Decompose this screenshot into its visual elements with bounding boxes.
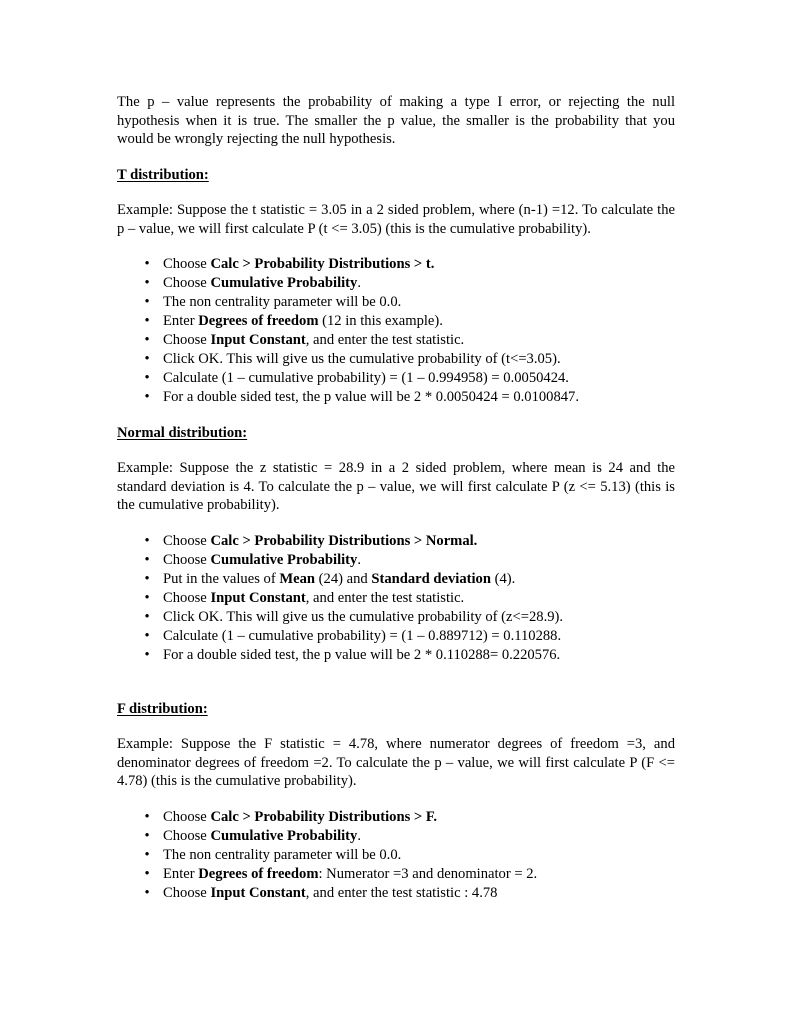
steps-list-f: [117, 808, 675, 903]
list-item: [117, 846, 675, 865]
bullet-icon: •: [144, 570, 150, 587]
list-item: [117, 551, 675, 570]
step-text: Choose: [163, 532, 211, 549]
bullet-icon: •: [144, 808, 150, 825]
step-text: , and enter the test statistic : 4.78: [305, 884, 498, 901]
list-item: [117, 388, 675, 407]
example-paragraph-normal: Example: Suppose the z statistic = 28.9 in a 2 sided problem, where mean is 24 and the standard deviation is 4. To calculate the p – value, we will first calculate P (z <= 5.13) (this is the cumulative probability).: [117, 460, 675, 514]
bold-text: Degrees of freedom: [198, 312, 319, 329]
list-item: [117, 646, 675, 665]
bold-text: Calc > Probability Distributions > t.: [210, 255, 435, 272]
bold-text: Cumulative Probability: [210, 827, 358, 844]
bullet-icon: •: [144, 646, 150, 663]
bold-text: Input Constant: [210, 884, 306, 901]
bullet-icon: •: [144, 532, 150, 549]
bold-text: Calc > Probability Distributions > Normal.: [210, 532, 478, 549]
step-text: Choose: [163, 331, 211, 348]
bullet-icon: •: [144, 274, 150, 291]
bold-text: Cumulative Probability: [210, 274, 358, 291]
step-text: Choose: [163, 255, 211, 272]
list-item: [117, 274, 675, 293]
step-text: : Numerator =3 and denominator = 2.: [318, 865, 538, 882]
bold-text: Input Constant: [210, 589, 306, 606]
step-text: .: [357, 274, 361, 291]
section-heading-f: F distribution:: [117, 700, 208, 717]
bullet-icon: •: [144, 350, 150, 367]
bullet-icon: •: [144, 312, 150, 329]
bullet-icon: •: [144, 589, 150, 606]
step-text: Choose: [163, 884, 211, 901]
list-item: [117, 627, 675, 646]
step-text: Enter: [163, 312, 199, 329]
bullet-icon: •: [144, 551, 150, 568]
list-item: [117, 589, 675, 608]
list-item: [117, 570, 675, 589]
bold-text: Calc > Probability Distributions > F.: [210, 808, 438, 825]
bold-text: Cumulative Probability: [210, 551, 358, 568]
steps-list-t: [117, 255, 675, 407]
step-text: Choose: [163, 808, 211, 825]
list-item: [117, 331, 675, 350]
step-text: The non centrality parameter will be 0.0.: [163, 846, 402, 863]
bold-text: Standard deviation: [371, 570, 491, 587]
list-item: [117, 255, 675, 274]
step-text: , and enter the test statistic.: [305, 589, 465, 606]
bullet-icon: •: [144, 827, 150, 844]
list-item: [117, 608, 675, 627]
step-text: For a double sided test, the p value will be 2 * 0.110288= 0.220576.: [163, 646, 561, 663]
step-text: (24) and: [315, 570, 372, 587]
bold-text: Mean: [279, 570, 316, 587]
list-item: [117, 865, 675, 884]
step-text: The non centrality parameter will be 0.0.: [163, 293, 402, 310]
step-text: Calculate (1 – cumulative probability) = (1 – 0.889712) = 0.110288.: [163, 627, 562, 644]
step-text: Click OK. This will give us the cumulative probability of (t<=3.05).: [163, 350, 561, 367]
steps-list-normal: [117, 532, 675, 665]
list-item: [117, 827, 675, 846]
document-page: [117, 93, 675, 903]
step-text: , and enter the test statistic.: [305, 331, 465, 348]
bullet-icon: •: [144, 884, 150, 901]
step-text: Put in the values of: [163, 570, 280, 587]
step-text: .: [357, 827, 361, 844]
list-item: [117, 293, 675, 312]
bullet-icon: •: [144, 388, 150, 405]
list-item: [117, 884, 675, 903]
step-text: Enter: [163, 865, 199, 882]
step-text: Choose: [163, 589, 211, 606]
list-item: [117, 532, 675, 551]
step-text: Click OK. This will give us the cumulative probability of (z<=28.9).: [163, 608, 564, 625]
list-item: [117, 312, 675, 331]
step-text: Calculate (1 – cumulative probability) = (1 – 0.994958) = 0.0050424.: [163, 369, 569, 386]
bullet-icon: •: [144, 255, 150, 272]
bold-text: Input Constant: [210, 331, 306, 348]
bullet-icon: •: [144, 369, 150, 386]
list-item: [117, 350, 675, 369]
bullet-icon: •: [144, 331, 150, 348]
step-text: (12 in this example).: [318, 312, 443, 329]
step-text: For a double sided test, the p value will be 2 * 0.0050424 = 0.0100847.: [163, 388, 579, 405]
bullet-icon: •: [144, 865, 150, 882]
step-text: Choose: [163, 827, 211, 844]
bullet-icon: •: [144, 846, 150, 863]
section-heading-normal: Normal distribution:: [117, 424, 248, 441]
list-item: [117, 369, 675, 388]
step-text: .: [357, 551, 361, 568]
example-paragraph-f: Example: Suppose the F statistic = 4.78, where numerator degrees of freedom =3, and denominator degrees of freedom =2. To calculate the p – value, we will first calculate P (F <= 4.78) (this is the cumulative probability).: [117, 736, 675, 790]
bullet-icon: •: [144, 608, 150, 625]
step-text: (4).: [490, 570, 516, 587]
bullet-icon: •: [144, 627, 150, 644]
step-text: Choose: [163, 551, 211, 568]
example-paragraph-t: Example: Suppose the t statistic = 3.05 in a 2 sided problem, where (n-1) =12. To calculate the p – value, we will first calculate P (t <= 3.05) (this is the cumulative probability).: [117, 201, 675, 237]
section-heading-t: T distribution:: [117, 166, 209, 183]
intro-paragraph: The p – value represents the probability of making a type I error, or rejecting the null hypothesis when it is true. The smaller the p value, the smaller is the probability that you would be wrongly rejecting the null hypothesis.: [117, 94, 675, 148]
bullet-icon: •: [144, 293, 150, 310]
step-text: Choose: [163, 274, 211, 291]
list-item: [117, 808, 675, 827]
bold-text: Degrees of freedom: [198, 865, 319, 882]
